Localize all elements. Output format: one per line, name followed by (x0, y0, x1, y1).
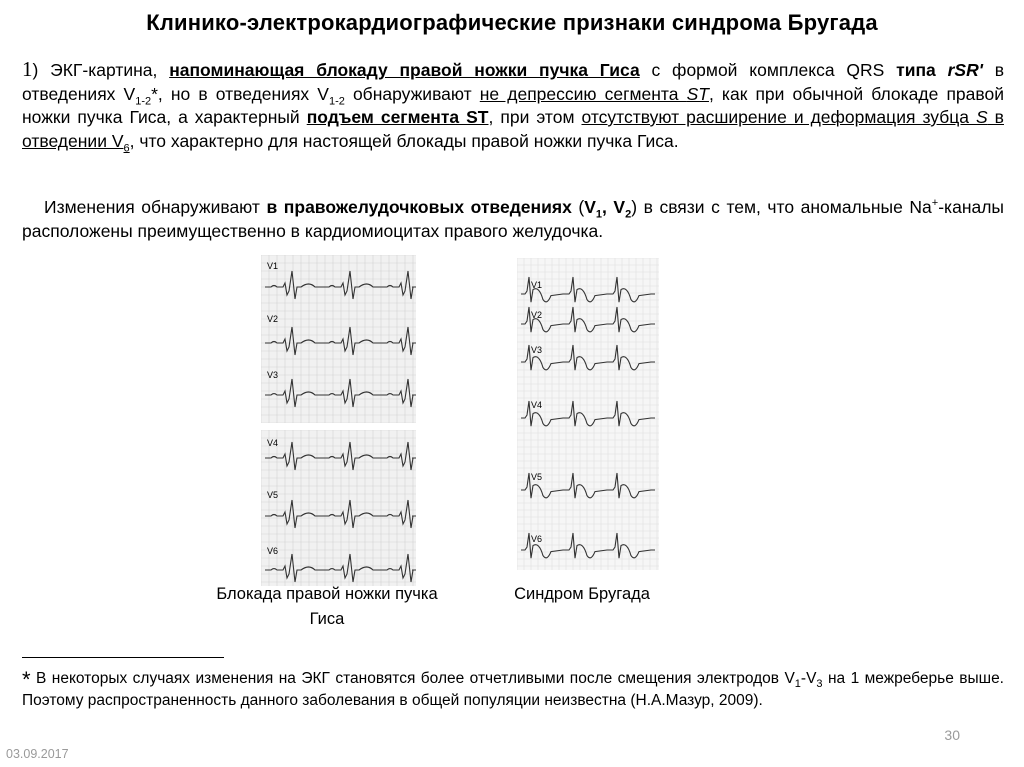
p2-sub: 2 (625, 208, 632, 221)
caption-brugada: Синдром Бругада (514, 585, 650, 603)
lead-label: V1 (267, 261, 279, 271)
lead-label: V3 (267, 370, 279, 380)
lead-label: V4 (267, 438, 279, 448)
p1-underlined: не депрессию сегмента (479, 83, 687, 104)
p1-emphasis-rbbb: напоминающая блокаду правой ножки пучка Гиса (169, 60, 640, 80)
p1-underlined: отсутствуют расширение и деформация зубца (581, 107, 976, 127)
ecg-rbbb-top-svg (261, 255, 416, 423)
p1-text: обнаруживают (344, 83, 480, 104)
lead-label: V4 (531, 400, 543, 410)
footnote-text: -V (800, 670, 817, 687)
p1-st-italic: ST (686, 83, 709, 104)
ecg-brugada (517, 258, 659, 570)
p2-text: Изменения обнаруживают (44, 197, 267, 217)
p1-underlined: в отведении V (22, 107, 1004, 151)
p2-lead: , V (602, 197, 626, 217)
p2-emphasis: в правожелудочковых отведениях (266, 197, 572, 217)
lead-label: V5 (267, 490, 279, 500)
p1-text: , при этом (488, 107, 582, 127)
ecg-rbbb-bottom (261, 430, 416, 586)
p1-sub: 1-2 (135, 95, 152, 107)
footnote-sub: 3 (816, 678, 823, 691)
p2-lead: V (584, 197, 596, 217)
slide-title: Клинико-электрокардиографические признаки синдрома Бругада (146, 10, 878, 35)
page-number: 30 (944, 727, 960, 743)
footnote-text: на 1 межреберье выше. Поэтому распространенность данного заболевания в общей популяции неизвестна (Н.А.Мазур, 2009). (22, 670, 1004, 709)
ecg-rbbb-bottom-svg (261, 430, 416, 586)
p1-emphasis-st-elevation: подъем сегмента ST (306, 107, 489, 127)
p1-text: с формой комплекса QRS (639, 60, 897, 80)
p1-text-bold: типа (896, 60, 948, 80)
p2-text: -каналы расположены преимущественно в кардиомиоцитах правого желудочка. (22, 197, 1005, 241)
lead-label: V5 (531, 472, 543, 482)
footnote-sub: 1 (794, 678, 801, 691)
ecg-trace (265, 500, 416, 528)
item-number: 1 (22, 57, 33, 81)
ecg-rbbb-top (261, 255, 416, 423)
lead-label: V3 (531, 345, 543, 355)
footnote-divider (22, 657, 224, 658)
lead-label: V1 (531, 280, 543, 290)
lead-label: V2 (531, 310, 543, 320)
p2-text: ( (571, 197, 585, 217)
lead-label: V2 (267, 314, 279, 324)
p2-text: ) в связи с тем, что аномальные Na (631, 197, 932, 217)
paragraph-1 (22, 58, 1004, 153)
p1-s-italic: S (976, 107, 988, 127)
p2-sub: 1 (595, 208, 603, 221)
lead-label: V6 (267, 546, 279, 556)
p1-text: , что характерно для настоящей блокады правой ножки пучка Гиса. (129, 130, 679, 151)
footnote (22, 668, 1004, 711)
p2-sup: + (931, 197, 939, 210)
ecg-brugada-svg (517, 258, 659, 570)
p1-sub: 1-2 (328, 95, 345, 107)
p1-rsr: rSR' (947, 60, 983, 80)
paragraph-2 (22, 196, 1004, 243)
caption-rbbb: Блокада правой ножки пучка Гиса (216, 585, 438, 628)
p1-sub: 6 (123, 142, 130, 154)
footnote-text: В некоторых случаях изменения на ЭКГ становятся более отчетливыми после смещения электродов V (30, 670, 795, 687)
lead-label: V6 (531, 534, 543, 544)
p1-text: , как при обычной блокаде правой ножки пучка Гиса, а характерный (22, 83, 1004, 127)
p1-text: *, но в отведениях V (151, 83, 329, 104)
p1-text: в отведениях V (22, 60, 1004, 104)
p1-text: ) ЭКГ-картина, (32, 60, 170, 80)
footnote-star: * (22, 667, 31, 692)
slide-date: 03.09.2017 (6, 747, 69, 761)
